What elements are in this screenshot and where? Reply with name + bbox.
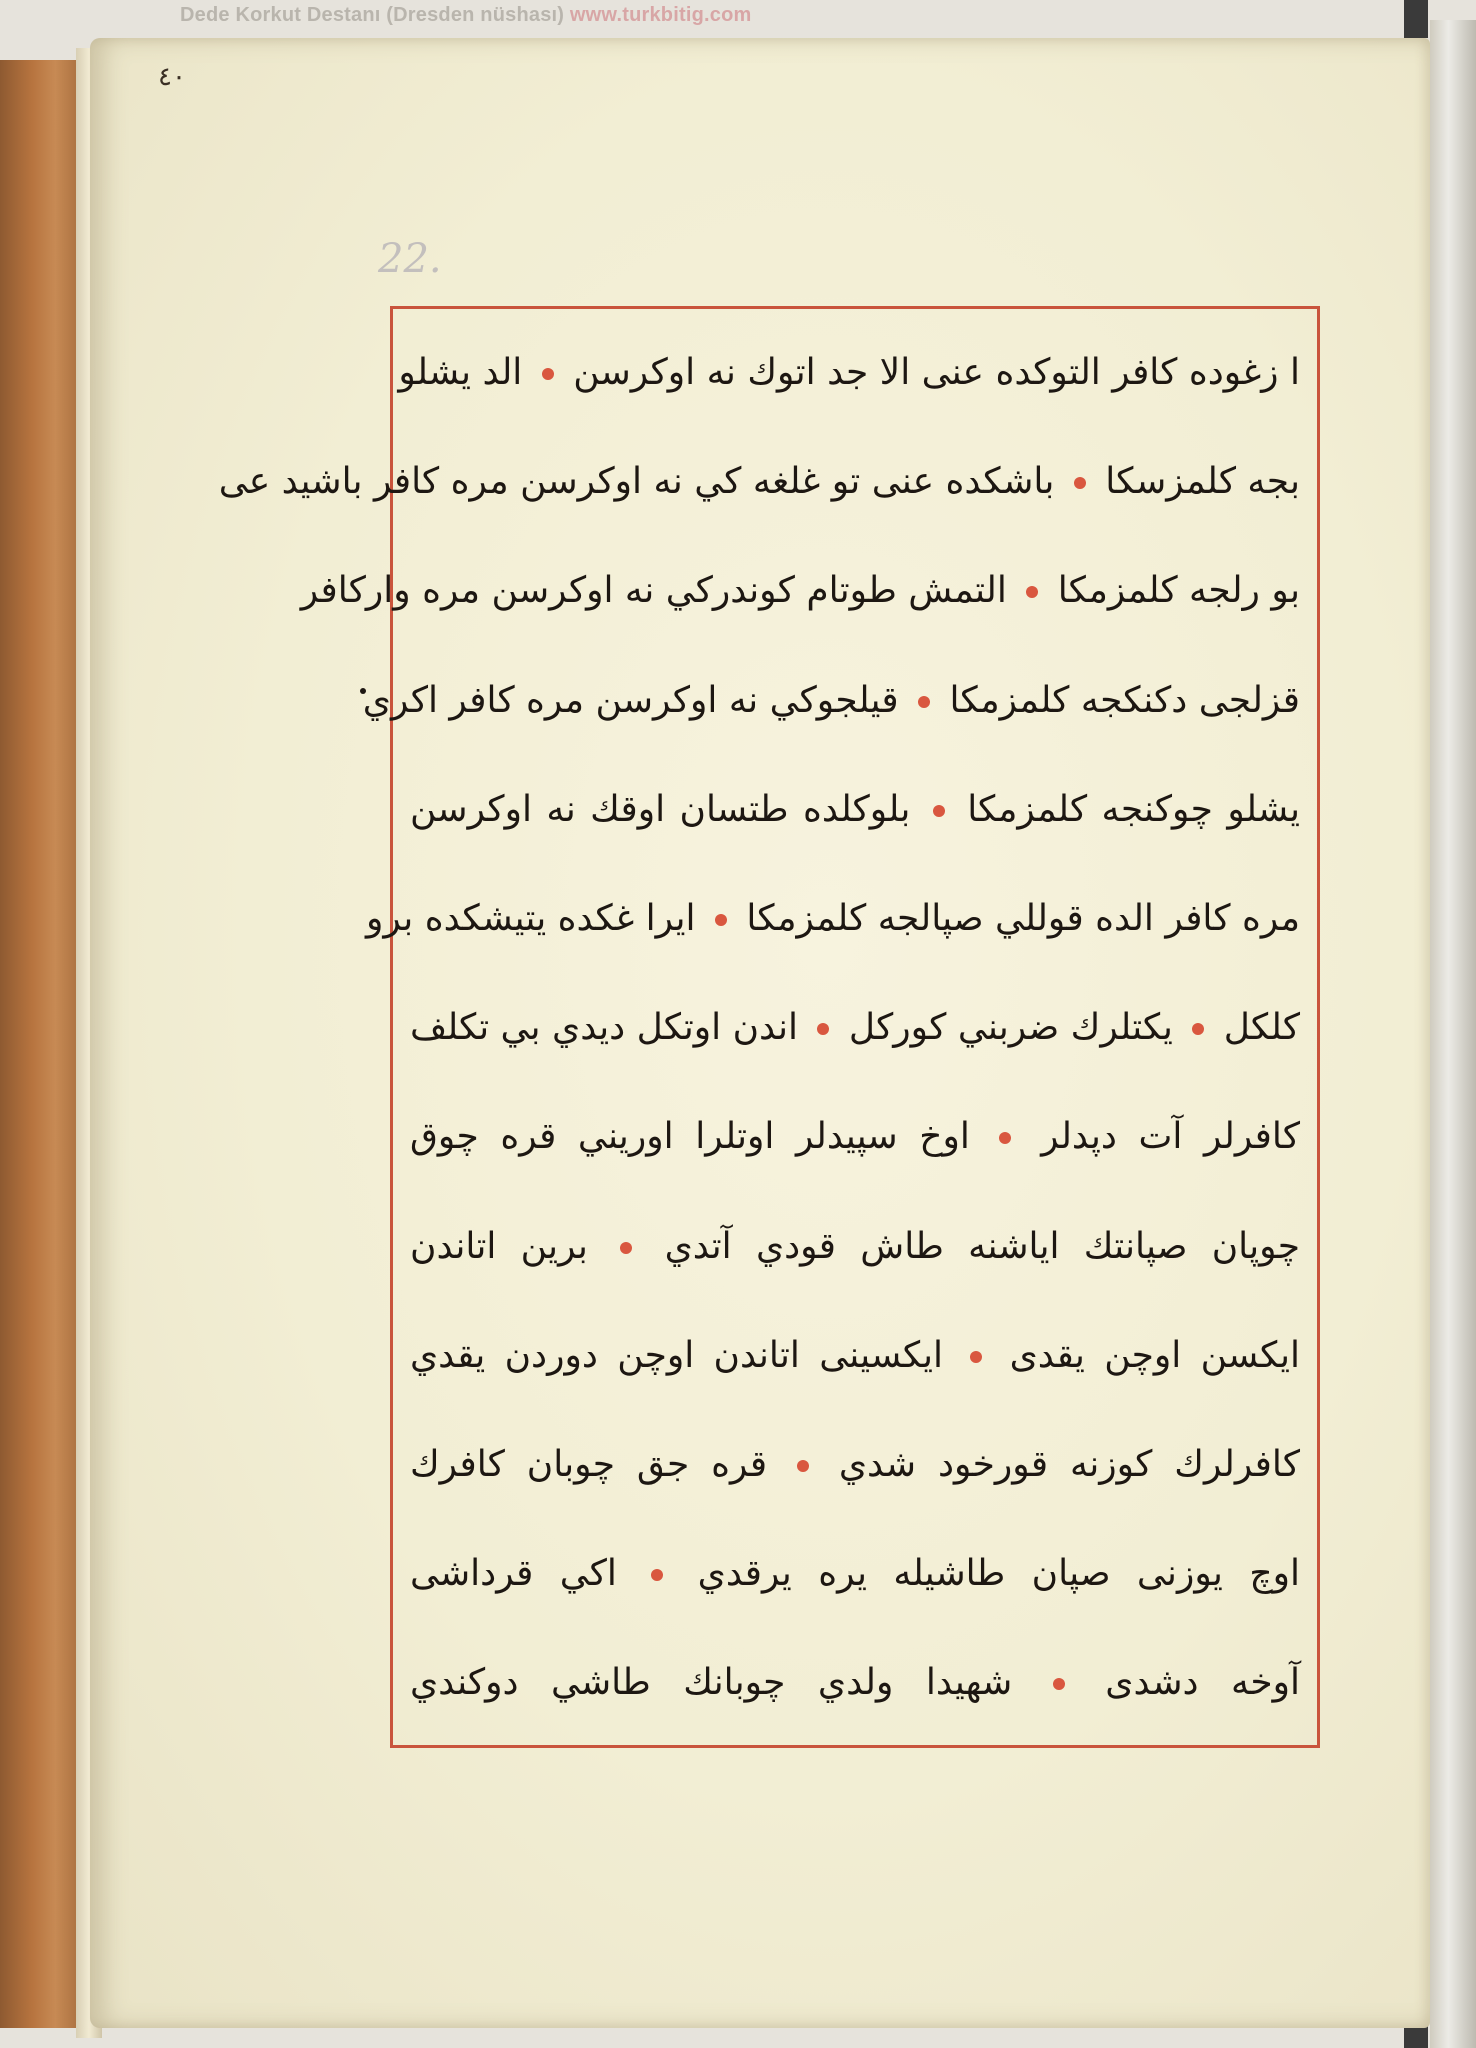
rubric-dot — [1026, 586, 1038, 598]
manuscript-line: چوپان صپانتك اياشنه طاش قودي آتدي برين اتاندن — [410, 1225, 1300, 1267]
rubric-dot — [970, 1351, 982, 1363]
rubric-dot — [620, 1242, 632, 1254]
rubric-dot — [1053, 1678, 1065, 1690]
manuscript-line: بو رلجه كلمزمكا التمش طوتام كوندركي نه اوكرسن مره واركافر — [300, 570, 1300, 612]
folio-number: 22. — [378, 236, 442, 282]
rubric-dot — [542, 368, 554, 380]
manuscript-line: ا زغوده كافر التوكده عنی الا جد اتوك نه اوكرسن الد يشلو — [398, 352, 1300, 393]
manuscript-line: ایكسن اوچن یقدی ایكسینی اتاندن اوچن دوردن يقدي — [410, 1334, 1300, 1376]
rubric-dot — [1192, 1023, 1204, 1035]
page-number: ٤٠ — [158, 62, 186, 92]
rubric-dot — [1074, 477, 1086, 489]
rubric-dot — [715, 914, 727, 926]
watermark — [180, 4, 751, 27]
manuscript-line: آوخه دشدی شهيدا ولدي چوبانك طاشي دوكندي — [410, 1662, 1300, 1704]
manuscript-line: بجه كلمزسكا باشكده عنی تو غلغه كي نه اوكرسن مره كافر باشید عی — [218, 461, 1300, 503]
manuscript-line: كافرلر آت دپدلر اوخ سپیدلر اوتلرا اوريني قره چوق — [410, 1116, 1300, 1158]
manuscript-line: اوچ یوزنی صپان طاشیله یره يرقدي اكي قرداشی — [410, 1553, 1300, 1595]
right-gutter — [1430, 20, 1476, 2048]
text-block — [218, 318, 1310, 1738]
watermark-url: www.turkbitig.com — [569, 4, 752, 26]
rubric-dot — [651, 1569, 663, 1581]
manuscript-line: يشلو چوكنجه كلمزمكا بلوكلده طتسان اوقك نه اوكرسن — [410, 788, 1300, 830]
rubric-dot — [817, 1023, 829, 1035]
rubric-dot — [797, 1460, 809, 1472]
watermark-title: Dede Korkut Destanı (Dresden nüshası) — [180, 4, 565, 26]
manuscript-line: كافرلرك كوزنه قورخود شدي قره جق چوبان كافرك — [410, 1443, 1300, 1485]
rubric-dot — [918, 696, 930, 708]
manuscript-line: كلكل يكتلرك ضربني كوركل اندن اوتكل ديدي بي تكلف — [410, 1007, 1300, 1049]
rubric-dot — [999, 1132, 1011, 1144]
rubric-dot — [933, 805, 945, 817]
manuscript-line: قزلجی دكنكجه كلمزمكا قیلجوكي نه اوكرسن مره كافر اكري — [362, 679, 1300, 721]
scan-tab-top — [1404, 0, 1428, 38]
manuscript-line: مره كافر الده قوللي صپالجه كلمزمكا ايرا غكده يتيشكده برو — [366, 897, 1300, 939]
